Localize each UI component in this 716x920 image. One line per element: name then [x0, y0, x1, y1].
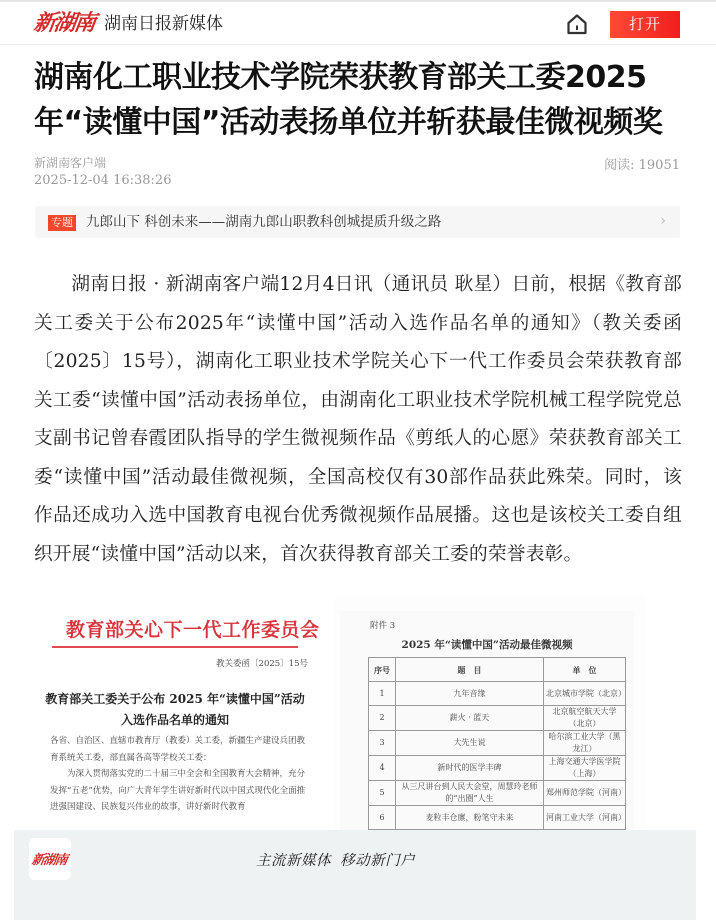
cell-no: 5: [369, 781, 396, 806]
award-table: [368, 657, 626, 830]
app-icon[interactable]: [29, 838, 71, 880]
table-row: [369, 731, 626, 756]
document-paragraph: 为深入贯彻落实党的二十届三中全会和全国教育大会精神，充分发挥“五老”优势，向广大青年学生讲好新时代以中国式现代化全面推进强国建设、民族复兴伟业的故事，讲好新时代教育: [50, 769, 306, 812]
document-body: [50, 733, 312, 816]
cell-unit: 北京城市学院（北京）: [544, 682, 626, 706]
cell-no: 6: [369, 806, 396, 830]
open-app-button[interactable]: 打开: [610, 11, 680, 38]
home-icon[interactable]: [566, 13, 588, 35]
table-row: [369, 756, 626, 781]
article-image[interactable]: [14, 595, 646, 830]
app-slogan: 主流新媒体 移动新门户: [256, 853, 416, 869]
cell-unit: 哈尔滨工业大学（黑龙江）: [544, 731, 626, 756]
column-header: 题 目: [396, 658, 544, 682]
table-row: [369, 806, 626, 830]
cell-no: 3: [369, 731, 396, 756]
article-title: 湖南化工职业技术学院荣获教育部关工委2025年“读懂中国”活动表扬单位并斩获最佳微视频奖: [34, 60, 663, 140]
cell-title: 麦粒丰仓廪，粉笔守未来: [396, 806, 544, 830]
award-list-document: [340, 611, 634, 830]
cell-unit: 上海交通大学医学院（上海）: [544, 756, 626, 781]
document-number: 教关委函〔2025〕15号: [216, 659, 308, 669]
document-title-line: 入选作品名单的通知: [120, 713, 229, 727]
cell-title: 大先生说: [396, 731, 544, 756]
table-header-row: [369, 658, 626, 682]
annex-label: 附件 3: [370, 621, 396, 631]
cell-no: 4: [369, 756, 396, 781]
cell-unit: 北京航空航天大学（北京）: [544, 706, 626, 731]
article-source: 新湖南客户端: [34, 156, 107, 170]
document-org-header: 教育部关心下一代工作委员会: [66, 619, 320, 641]
cell-no: 1: [369, 682, 396, 706]
column-header: 序号: [369, 658, 396, 682]
red-divider: [52, 646, 298, 648]
chevron-right-icon: ›: [660, 213, 666, 229]
top-bar: [0, 0, 716, 45]
topic-title[interactable]: 九郎山下 科创未来——湖南九郎山职教科创城提质升级之路: [86, 214, 442, 230]
cell-title: 从三尺讲台到人民大会堂，周慧玲老师的“出圈”人生: [396, 781, 544, 806]
document-title: [30, 689, 320, 731]
app-download-banner[interactable]: [14, 830, 696, 920]
column-header: 单 位: [544, 658, 626, 682]
app-logo-text: 新湖南: [30, 853, 68, 868]
table-row: [369, 781, 626, 806]
brand-name: 湖南日报新媒体: [104, 14, 223, 34]
cell-unit: 河南工业大学（河南）: [544, 806, 626, 830]
cell-unit: 郑州师范学院（河南）: [544, 781, 626, 806]
article-body: 湖南日报 · 新湖南客户端12月4日讯（通讯员 耿星）日前，根据《教育部关工委关于公布2025年“读懂中国”活动入选作品名单的通知》（教关委函〔2025〕15号），湖南化工职业技术学院关心下一代工作委员会荣获教育部关工委“读懂中国”活动表扬单位，由湖南化工职业技术学院机械工程学院党总支副书记曾春霞团队指导的学生微视频作品《剪纸人的心愿》荣获教育部关工委“读懂中国”活动最佳微视频，全国高校仅有30部作品获此殊荣。同时，该作品还成功入选中国教育电视台优秀微视频作品展播。这也是该校关工委自组织开展“读懂中国”活动以来，首次获得教育部关工委的荣誉表彰。: [34, 274, 682, 565]
table-row: [369, 706, 626, 731]
topic-link[interactable]: [35, 206, 680, 238]
read-count: 阅读: 19051: [604, 158, 680, 173]
cell-title: 薪火 · 蓝天: [396, 706, 544, 731]
article-datetime: 2025-12-04 16:38:26: [34, 173, 172, 188]
notice-document: [14, 595, 334, 830]
document-title-line: 教育部关工委关于公布 2025 年“读懂中国”活动: [45, 692, 305, 706]
logo[interactable]: 新湖南: [32, 10, 96, 36]
document-paragraph: 各省、自治区、直辖市教育厅（教委）关工委，新疆生产建设兵团教育系统关工委，部直属各高等学校关工委：: [50, 736, 306, 763]
cell-title: 新时代的医学丰碑: [396, 756, 544, 781]
cell-title: 九年音缘: [396, 682, 544, 706]
topic-badge: 专题: [48, 215, 76, 231]
annex-title: 2025 年“读懂中国”活动最佳微视频: [401, 639, 573, 651]
cell-no: 2: [369, 706, 396, 731]
table-row: [369, 682, 626, 706]
